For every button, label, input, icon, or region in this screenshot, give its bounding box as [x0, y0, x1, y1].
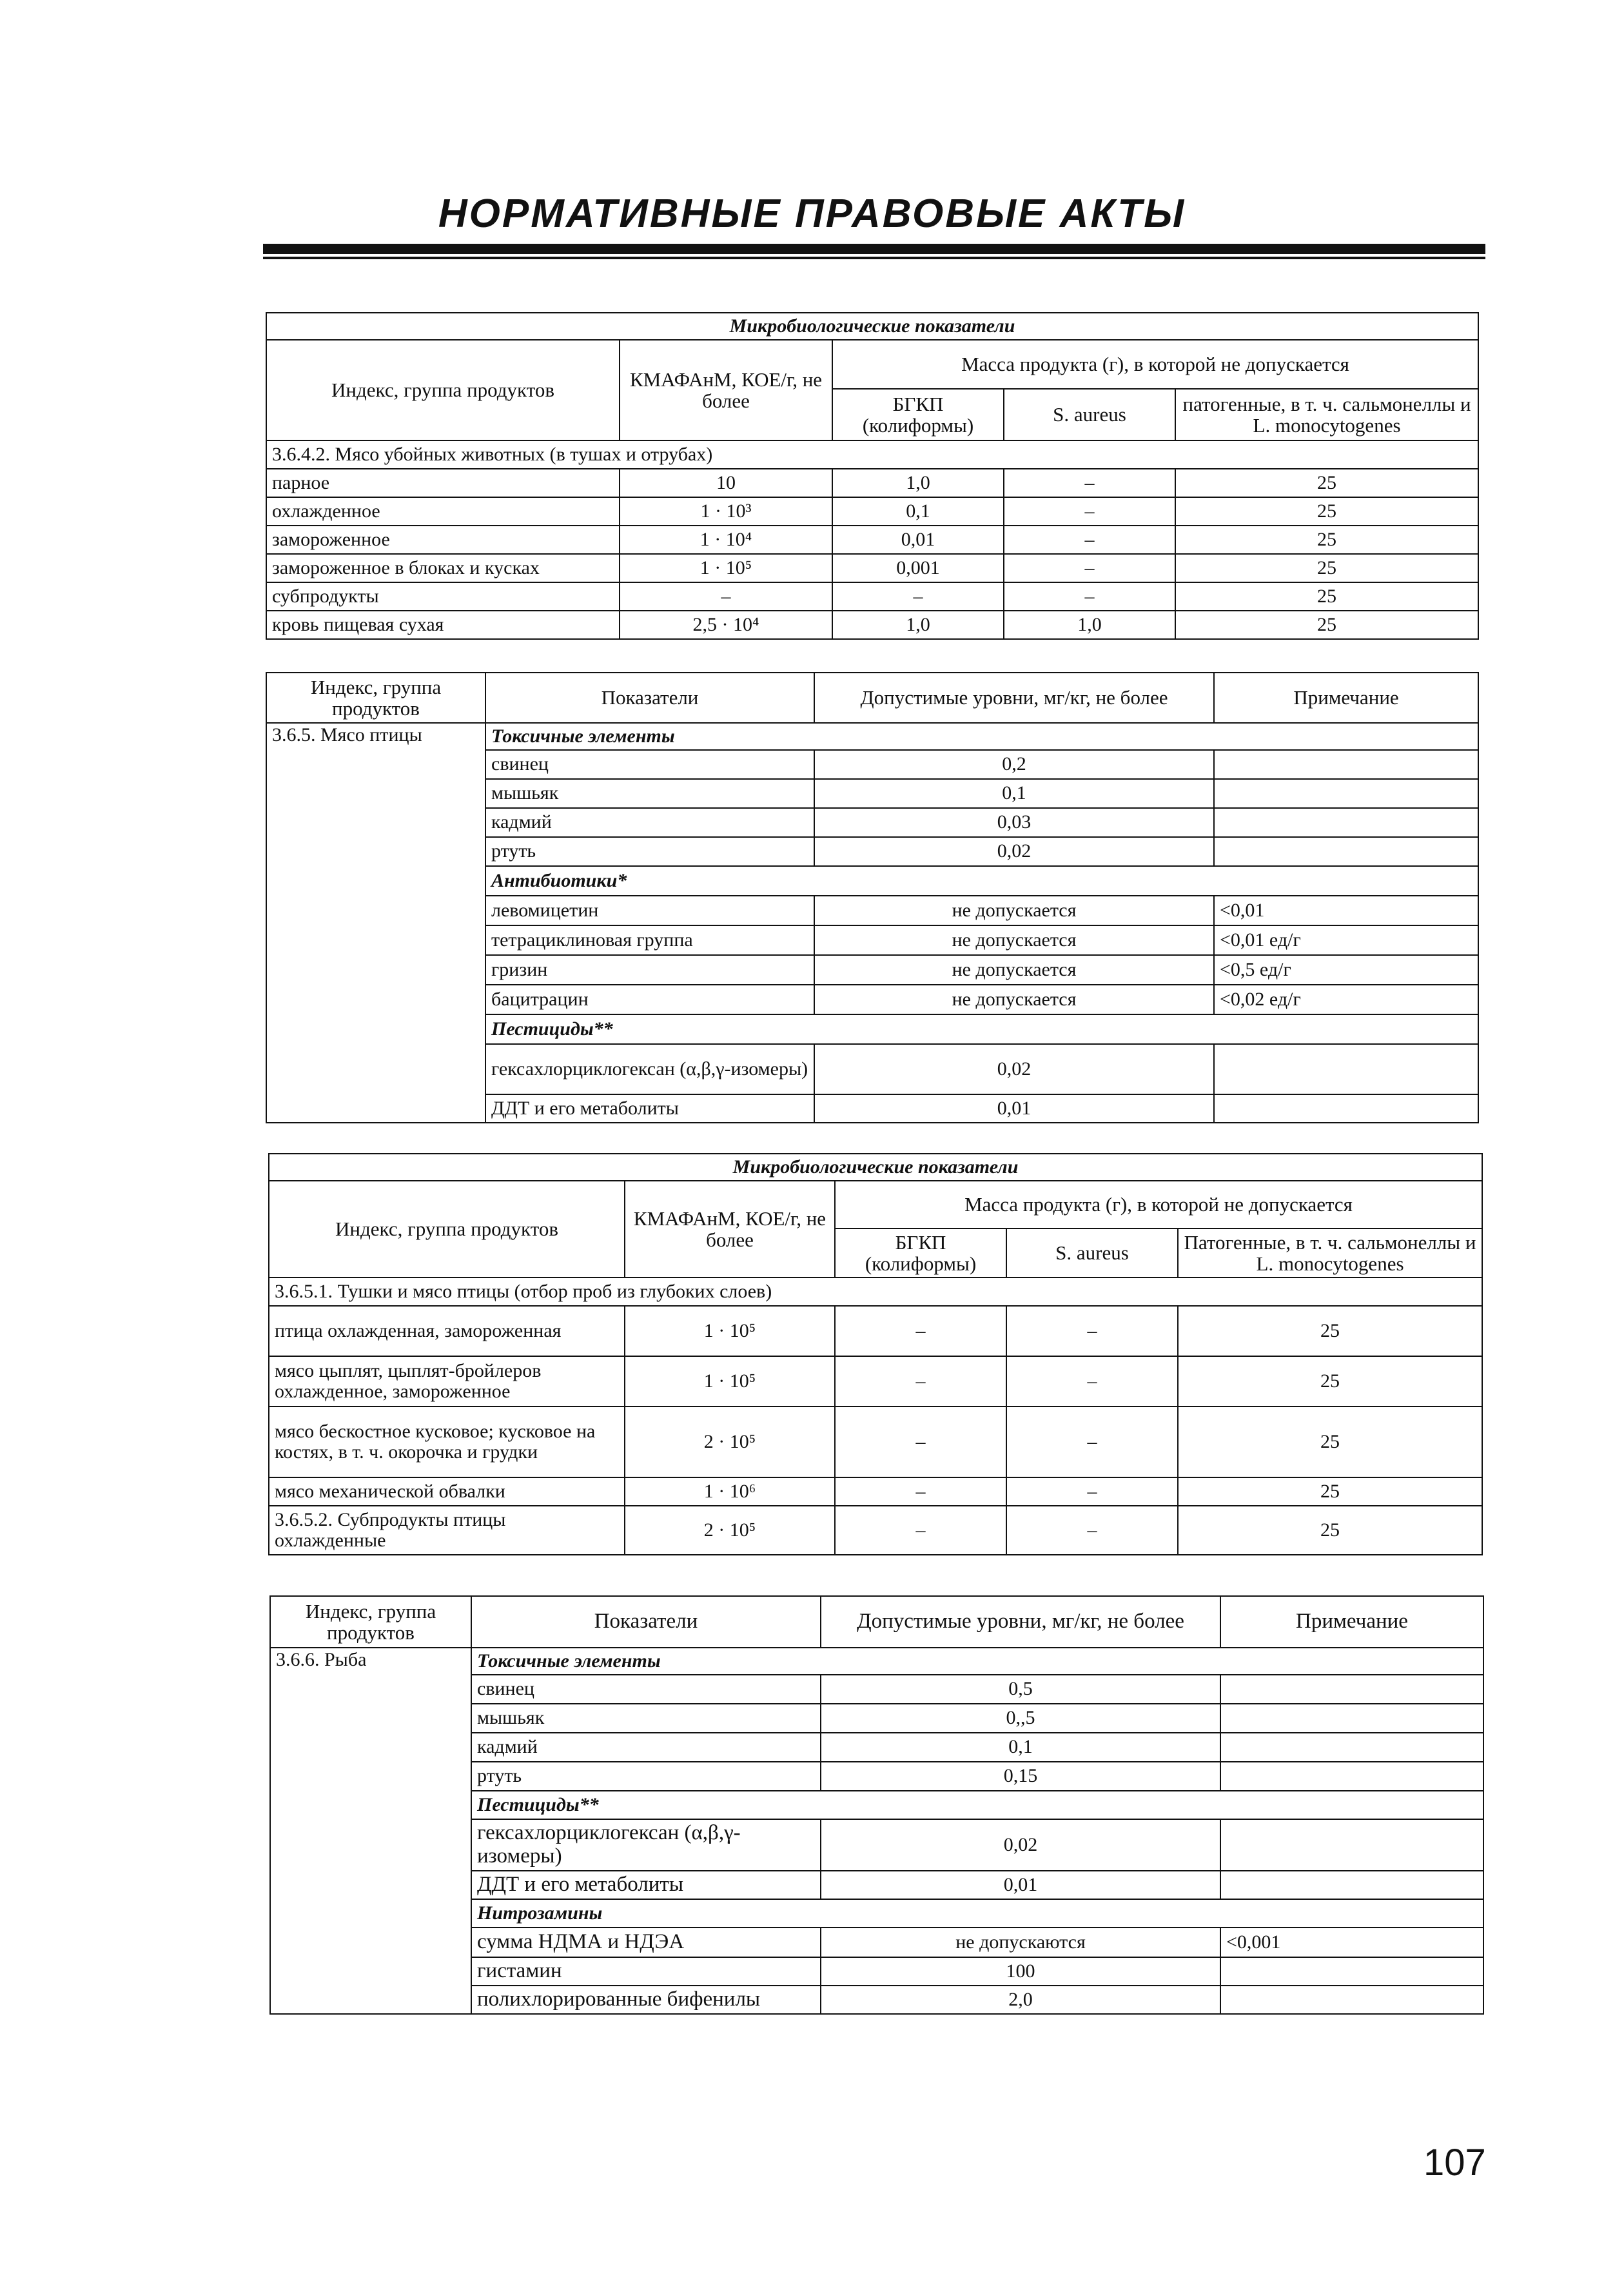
section-row: Пестициды** [485, 1014, 1478, 1044]
cell-name: кадмий [471, 1733, 821, 1762]
cell-level: не допускается [814, 896, 1214, 925]
table-row [269, 1477, 1482, 1506]
cell-pathogens: 25 [1178, 1406, 1482, 1477]
micro-table-meat [266, 312, 1479, 640]
cell-note [1220, 1957, 1483, 1986]
cell-bgkp: – [835, 1306, 1006, 1356]
col-header-index: Индекс, группа продуктов [270, 1596, 471, 1648]
cell-bgkp: 0,01 [832, 526, 1004, 554]
cell-name: свинец [471, 1675, 821, 1704]
cell-name: замороженное [266, 526, 620, 554]
cell-name: охлажденное [266, 497, 620, 526]
cell-pathogens: 25 [1175, 497, 1478, 526]
cell-note [1220, 1762, 1483, 1791]
section-row: Антибиотики* [485, 866, 1478, 896]
cell-note [1220, 1704, 1483, 1733]
cell-pathogens: 25 [1175, 611, 1478, 639]
cell-name: ртуть [485, 837, 814, 866]
cell-saureus: 1,0 [1004, 611, 1175, 639]
cell-name: мясо цыплят, цыплят-бройлеров охлажденное, замороженное [269, 1356, 625, 1406]
table-row [269, 1506, 1482, 1555]
cell-name: мышьяк [471, 1704, 821, 1733]
cell-pathogens: 25 [1175, 526, 1478, 554]
cell-bgkp: – [835, 1477, 1006, 1506]
cell-pathogens: 25 [1175, 582, 1478, 611]
cell-pathogens: 25 [1178, 1306, 1482, 1356]
cell-name: ДДТ и его метаболиты [485, 1094, 814, 1123]
cell-level: 0,,5 [821, 1704, 1220, 1733]
section-row: Пестициды** [471, 1791, 1483, 1819]
cell-kmafanm: 2 · 10⁵ [625, 1506, 835, 1555]
cell-name: ДДТ и его метаболиты [471, 1871, 821, 1899]
cell-level: 0,02 [814, 1044, 1214, 1094]
cell-bgkp: 0,1 [832, 497, 1004, 526]
cell-name: гистамин [471, 1957, 821, 1986]
table-row [266, 469, 1478, 497]
cell-name: мясо механической обвалки [269, 1477, 625, 1506]
cell-level: 0,15 [821, 1762, 1220, 1791]
col-header-mass: Масса продукта (г), в которой не допускается [835, 1181, 1482, 1228]
cell-name: гексахлорциклогексан (α,β,γ-изомеры) [485, 1044, 814, 1094]
cell-note [1220, 1819, 1483, 1871]
col-header-index: Индекс, группа продуктов [266, 340, 620, 440]
table-row [269, 1406, 1482, 1477]
cell-name: ртуть [471, 1762, 821, 1791]
cell-bgkp: 1,0 [832, 469, 1004, 497]
cell-level: 0,1 [814, 779, 1214, 808]
cell-saureus: – [1004, 469, 1175, 497]
header-rule [263, 244, 1485, 254]
table-row [269, 1356, 1482, 1406]
col-header-mass: Масса продукта (г), в которой не допускается [832, 340, 1478, 389]
section-row: Токсичные элементы [485, 723, 1478, 750]
cell-name: гексахлорциклогексан (α,β,γ-изомеры) [471, 1819, 821, 1871]
table-row [266, 611, 1478, 639]
col-header-index: Индекс, группа продуктов [269, 1181, 625, 1278]
cell-name: полихлорированные бифенилы [471, 1986, 821, 2014]
cell-kmafanm: 1 · 10⁶ [625, 1477, 835, 1506]
cell-level: 0,5 [821, 1675, 1220, 1704]
cell-note [1214, 1094, 1478, 1123]
col-header-bgkp: БГКП (колиформы) [835, 1228, 1006, 1278]
cell-note [1220, 1871, 1483, 1899]
cell-name: парное [266, 469, 620, 497]
tox-table-fish [269, 1595, 1484, 2015]
cell-level: 100 [821, 1957, 1220, 1986]
section-row: 3.6.4.2. Мясо убойных животных (в тушах и отрубах) [266, 440, 1478, 469]
cell-name: сумма НДМА и НДЭА [471, 1928, 821, 1957]
page-header-title: НОРМАТИВНЫЕ ПРАВОВЫЕ АКТЫ [438, 192, 1186, 236]
cell-note [1214, 1044, 1478, 1094]
table-row [269, 1306, 1482, 1356]
cell-saureus: – [1004, 554, 1175, 582]
cell-name: свинец [485, 750, 814, 779]
cell-name: 3.6.5.2. Субпродукты птицы охлажденные [269, 1506, 625, 1555]
cell-bgkp: – [832, 582, 1004, 611]
cell-level: не допускается [814, 955, 1214, 985]
cell-kmafanm: – [620, 582, 832, 611]
cell-note [1220, 1675, 1483, 1704]
col-header-pathogens: Патогенные, в т. ч. сальмонеллы и L. monocytogenes [1178, 1228, 1482, 1278]
cell-saureus: – [1004, 497, 1175, 526]
table-row [266, 554, 1478, 582]
cell-level: 0,02 [814, 837, 1214, 866]
col-header-indicator: Показатели [471, 1596, 821, 1648]
cell-level: 0,01 [821, 1871, 1220, 1899]
cell-kmafanm: 1 · 10⁵ [625, 1306, 835, 1356]
cell-kmafanm: 2,5 · 10⁴ [620, 611, 832, 639]
cell-saureus: – [1004, 582, 1175, 611]
cell-note: <0,01 ед/г [1214, 925, 1478, 955]
cell-saureus: – [1004, 526, 1175, 554]
cell-saureus: – [1006, 1506, 1178, 1555]
cell-name: кровь пищевая сухая [266, 611, 620, 639]
section-row: Нитрозамины [471, 1899, 1483, 1928]
col-header-indicator: Показатели [485, 673, 814, 723]
header-rule-thin [263, 257, 1485, 259]
cell-level: не допускаются [821, 1928, 1220, 1957]
cell-level: 0,03 [814, 808, 1214, 837]
table-row [266, 526, 1478, 554]
cell-name: субпродукты [266, 582, 620, 611]
col-header-kmafanm: КМАФАнМ, КОЕ/г, не более [620, 340, 832, 440]
cell-saureus: – [1006, 1306, 1178, 1356]
cell-note: <0,5 ед/г [1214, 955, 1478, 985]
col-header-levels: Допустимые уровни, мг/кг, не более [814, 673, 1214, 723]
cell-pathogens: 25 [1178, 1477, 1482, 1506]
cell-name: кадмий [485, 808, 814, 837]
cell-bgkp: 0,001 [832, 554, 1004, 582]
cell-kmafanm: 1 · 10⁴ [620, 526, 832, 554]
cell-name: левомицетин [485, 896, 814, 925]
col-header-kmafanm: КМАФАнМ, КОЕ/г, не более [625, 1181, 835, 1278]
cell-level: 0,2 [814, 750, 1214, 779]
cell-pathogens: 25 [1178, 1356, 1482, 1406]
group-cell: 3.6.6. Рыба [270, 1648, 471, 2014]
cell-pathogens: 25 [1175, 469, 1478, 497]
cell-name: тетрациклиновая группа [485, 925, 814, 955]
cell-kmafanm: 1 · 10⁵ [620, 554, 832, 582]
micro-table-poultry [268, 1153, 1483, 1555]
table-row [266, 497, 1478, 526]
cell-level: не допускается [814, 985, 1214, 1014]
cell-level: 2,0 [821, 1986, 1220, 2014]
cell-pathogens: 25 [1178, 1506, 1482, 1555]
table-row [266, 582, 1478, 611]
cell-saureus: – [1006, 1406, 1178, 1477]
cell-note [1214, 750, 1478, 779]
cell-bgkp: – [835, 1356, 1006, 1406]
section-row: Токсичные элементы [471, 1648, 1483, 1675]
cell-note [1220, 1986, 1483, 2014]
cell-note [1214, 779, 1478, 808]
cell-name: мышьяк [485, 779, 814, 808]
cell-note [1220, 1733, 1483, 1762]
col-header-note: Примечание [1214, 673, 1478, 723]
cell-name: замороженное в блоках и кусках [266, 554, 620, 582]
tox-table-poultry [266, 672, 1479, 1123]
cell-name: бацитрацин [485, 985, 814, 1014]
cell-kmafanm: 1 · 10⁵ [625, 1356, 835, 1406]
col-header-note: Примечание [1220, 1596, 1483, 1648]
cell-kmafanm: 2 · 10⁵ [625, 1406, 835, 1477]
cell-note: <0,001 [1220, 1928, 1483, 1957]
col-header-pathogens: патогенные, в т. ч. сальмонеллы и L. monocytogenes [1175, 389, 1478, 440]
cell-note [1214, 837, 1478, 866]
cell-kmafanm: 1 · 10³ [620, 497, 832, 526]
col-header-index: Индекс, группа продуктов [266, 673, 485, 723]
cell-bgkp: – [835, 1506, 1006, 1555]
cell-pathogens: 25 [1175, 554, 1478, 582]
page-number: 107 [1423, 2142, 1486, 2184]
cell-note [1214, 808, 1478, 837]
col-header-levels: Допустимые уровни, мг/кг, не более [821, 1596, 1220, 1648]
col-header-saureus: S. aureus [1006, 1228, 1178, 1278]
cell-name: птица охлажденная, замороженная [269, 1306, 625, 1356]
cell-name: мясо бескостное кусковое; кусковое на костях, в т. ч. окорочка и грудки [269, 1406, 625, 1477]
section-row: 3.6.5.1. Тушки и мясо птицы (отбор проб из глубоких слоев) [269, 1278, 1482, 1306]
table-caption: Микробиологические показатели [269, 1154, 1482, 1181]
cell-note: <0,02 ед/г [1214, 985, 1478, 1014]
cell-bgkp: 1,0 [832, 611, 1004, 639]
cell-level: 0,01 [814, 1094, 1214, 1123]
col-header-saureus: S. aureus [1004, 389, 1175, 440]
table-caption: Микробиологические показатели [266, 313, 1478, 340]
cell-level: 0,02 [821, 1819, 1220, 1871]
col-header-bgkp: БГКП (колиформы) [832, 389, 1004, 440]
cell-bgkp: – [835, 1406, 1006, 1477]
cell-note: <0,01 [1214, 896, 1478, 925]
cell-kmafanm: 10 [620, 469, 832, 497]
cell-level: 0,1 [821, 1733, 1220, 1762]
cell-saureus: – [1006, 1356, 1178, 1406]
cell-level: не допускается [814, 925, 1214, 955]
cell-name: гризин [485, 955, 814, 985]
group-cell: 3.6.5. Мясо птицы [266, 723, 485, 1123]
cell-saureus: – [1006, 1477, 1178, 1506]
